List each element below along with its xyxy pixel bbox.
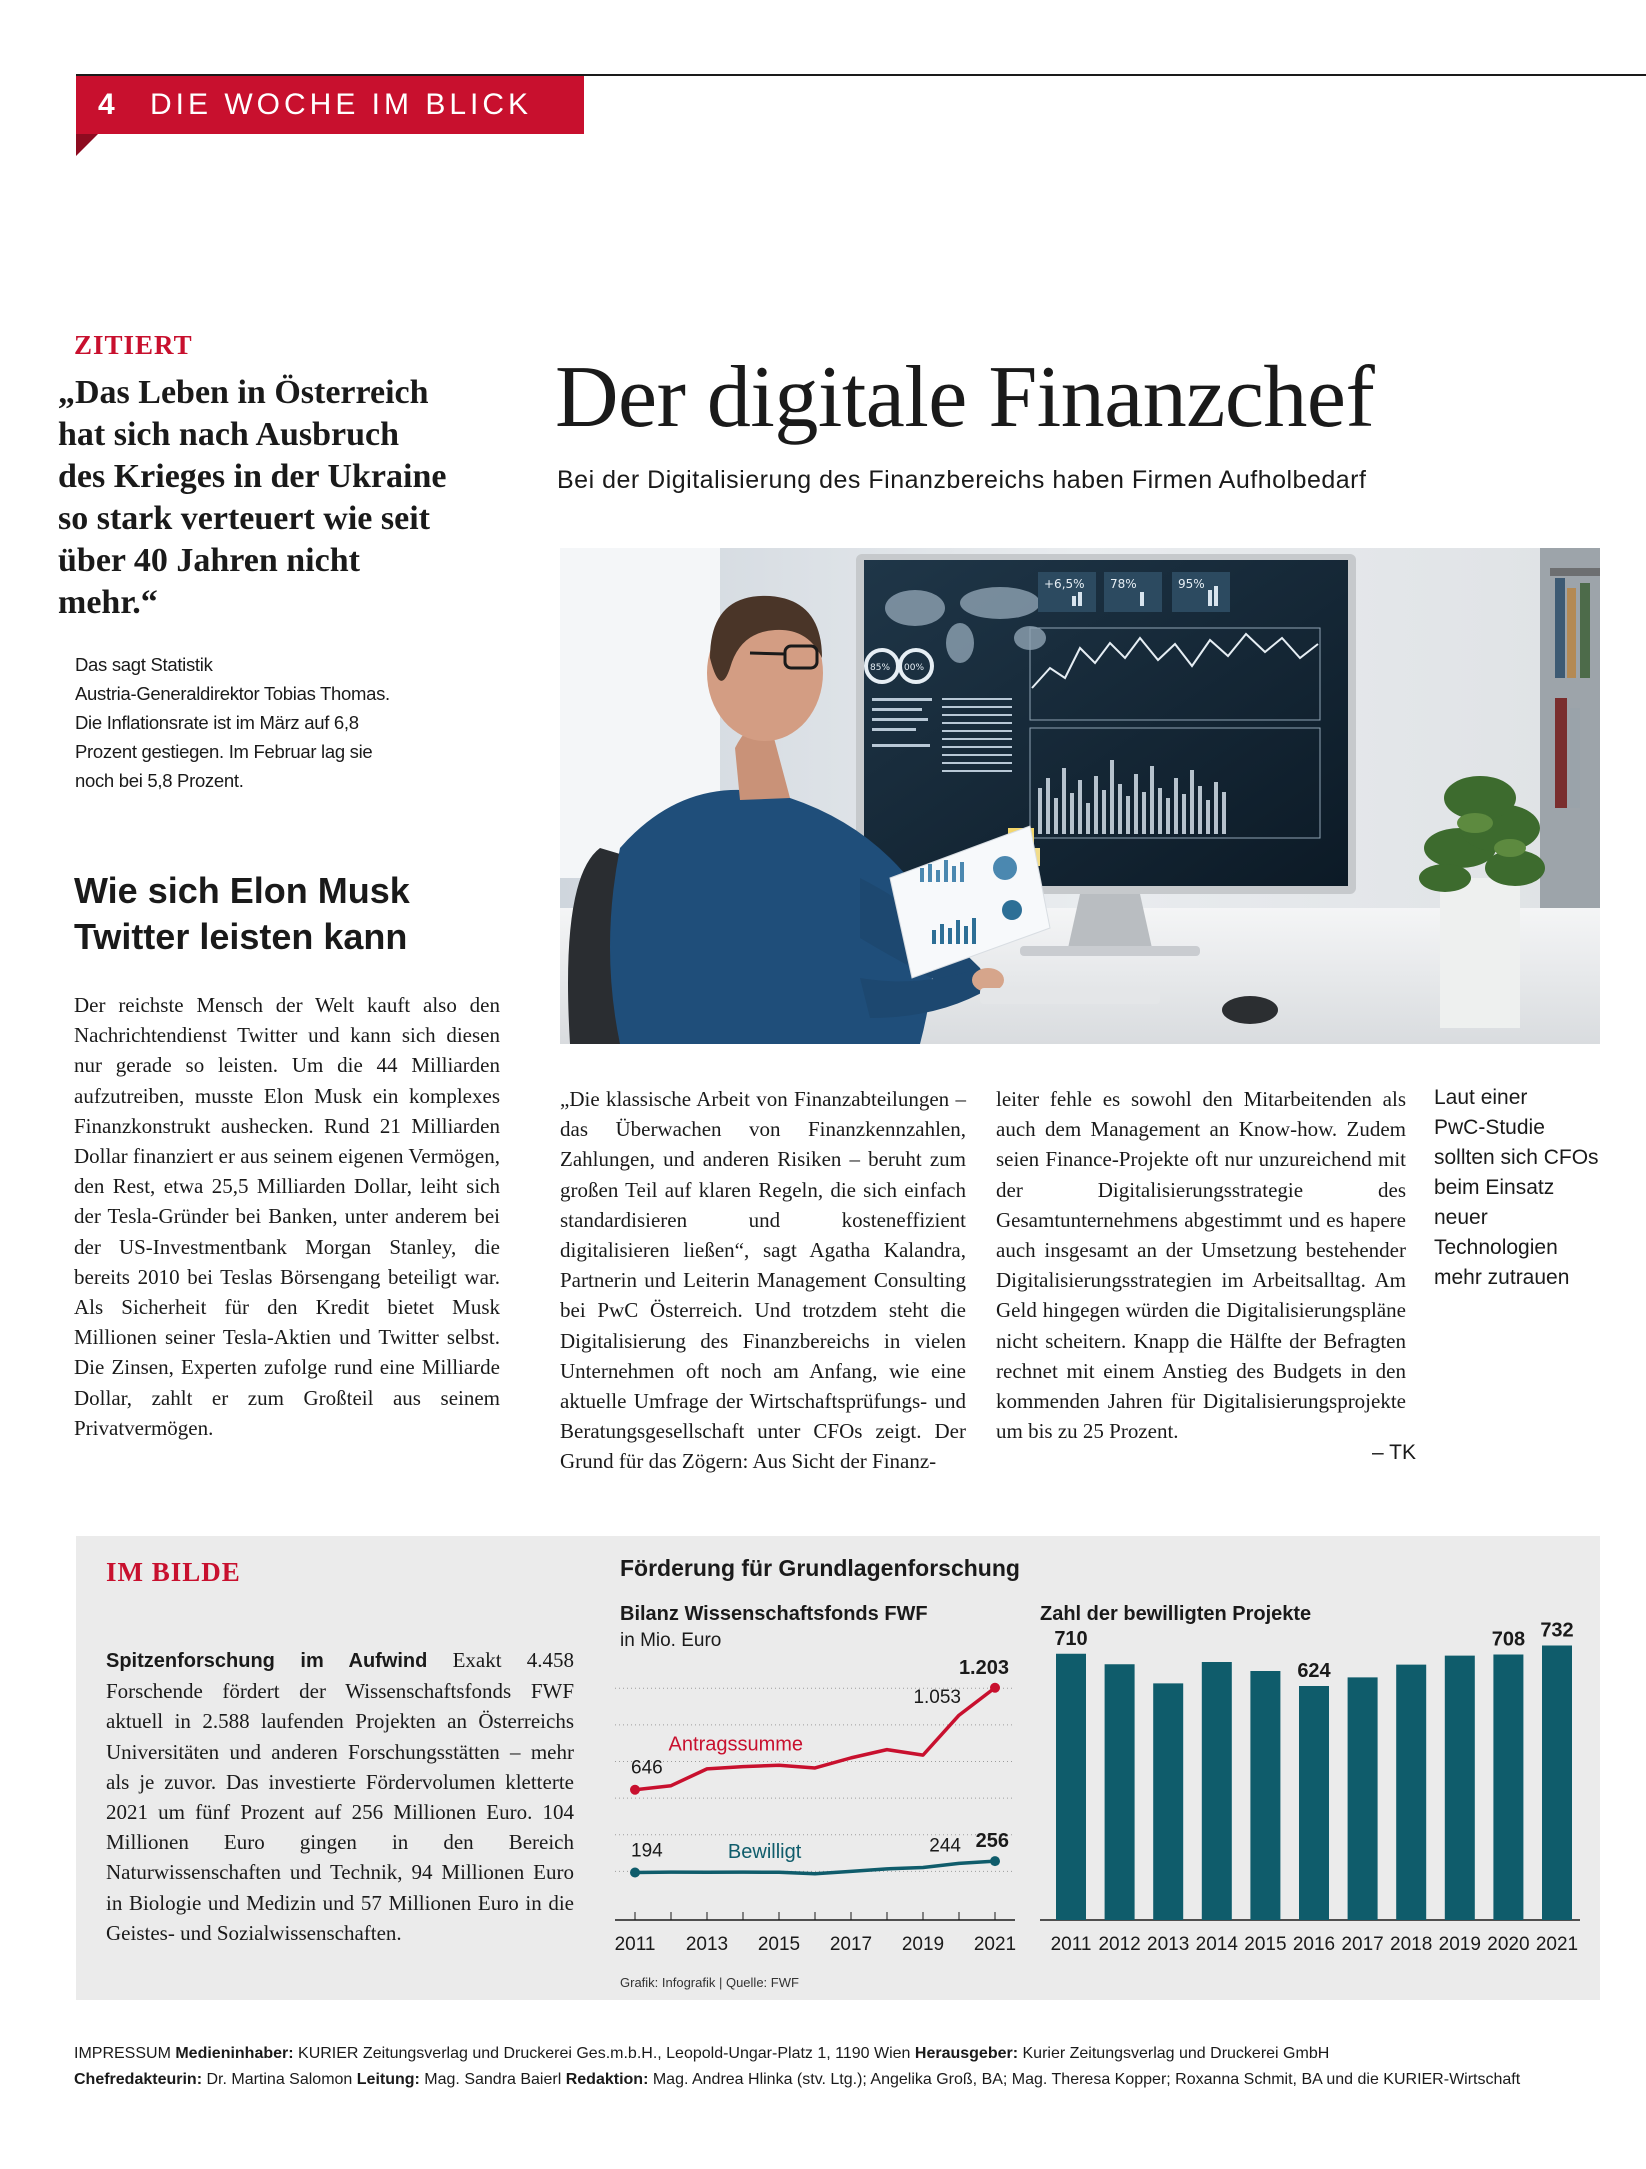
quote-line: mehr.“ <box>58 584 158 621</box>
x-tick-label: 2015 <box>1244 1934 1287 1955</box>
impressum-line-2 <box>74 2071 1520 2089</box>
x-tick-label: 2011 <box>1050 1934 1092 1955</box>
article-column-1: „Die klassische Arbeit von Finanzabteilungen – das Überwachen von Finanzkennzahlen, Zahlungen, und anderen Risiken – beruht zum großen Teil auf klaren Regeln, die sich einfach standardisieren und kosteneffizient digitalisieren ließen“, sagt Agatha Kalandra, Partnerin und Leiterin Management Consulting bei PwC Österreich. Und trotzdem steht die Digitalisierung des Finanzbereichs in vielen Unternehmen oft noch am Anfang, wie eine aktuelle Umfrage der Wirtschaftsprüfungs- und Beratungsgesellschaft unter CFOs zeigt. Der Grund für das Zögern: Aus Sicht der Finanz- <box>560 1087 966 1474</box>
quote-source-line: noch bei 5,8 Prozent. <box>75 770 244 791</box>
bar-chart-title: Zahl der bewilligten Projekte <box>1040 1603 1312 1625</box>
quote-line: des Krieges in der Ukraine <box>58 458 447 495</box>
data-point <box>990 1856 1000 1866</box>
data-label: 244 <box>929 1835 961 1857</box>
x-tick-label: 2019 <box>1438 1934 1481 1955</box>
chart-source: Grafik: Infografik | Quelle: FWF <box>620 1975 799 1990</box>
quote-line: über 40 Jahren nicht <box>58 542 360 579</box>
sidebar-note-line: sollten sich CFOs <box>1434 1146 1599 1169</box>
zitiert-label: ZITIERT <box>74 330 193 360</box>
data-point <box>630 1867 640 1877</box>
x-tick-label: 2013 <box>1147 1934 1190 1955</box>
sidebar-note-line: beim Einsatz <box>1434 1176 1555 1199</box>
impressum-value: Mag. Sandra Baierl <box>419 2071 566 2088</box>
x-tick-label: 2014 <box>1195 1934 1238 1955</box>
musk-headline <box>74 868 534 960</box>
im-bilde-body: Exakt 4.458 Forschende fördert der Wissenschaftsfonds FWF aktuell in 2.588 laufenden Projekten an Österreichs Universitäten und anderen Forschungsstätten – mehr als je zuvor. Das investierte Fördervolumen kletterte 2021 um fünf Prozent auf 256 Millionen Euro. 104 Millionen Euro gingen in den Bereich Naturwissenschaften und Technik, 94 Millionen Euro in Biologie und Medizin und 57 Millionen Euro in die Geistes- und Sozialwissenschaften. <box>106 1648 575 1945</box>
impressum-key: Chefredakteurin: <box>74 2071 203 2088</box>
bar <box>1250 1671 1280 1920</box>
data-label: 646 <box>631 1757 663 1779</box>
sidebar-note-line: Laut einer <box>1434 1086 1528 1109</box>
kpi-3: 95% <box>1178 577 1205 591</box>
musk-body: Der reichste Mensch der Welt kauft also den Nachrichtendienst Twitter und kann sich diesen nur gerade so leisten. Um die 44 Milliarden aufzutreiben, musste Elon Musk ein komplexes Finanzkonstrukt aushecken. Rund 21 Milliarden Dollar finanziert er aus seinem eigenen Vermögen, den Rest, etwa 25,5 Milliarden Dollar, leiht sich der Tesla-Gründer bei Banken, unter anderem bei der US-Investmentbank Morgan Stanley, die bereits 2010 bei Teslas Börsengang beteiligt war. Als Sicherheit für den Kredit bietet Musk Millionen seiner Tesla-Aktien und Twitter selbst. Die Zinsen, Experten zufolge rund eine Milliarde Dollar, zahlt er zum Großteil aus seinem Privatvermögen. <box>74 993 500 1440</box>
kpi-1: +6,5% <box>1044 577 1085 591</box>
sidebar-note <box>1434 1083 1624 1293</box>
sidebar-note-line: Technologien <box>1434 1236 1558 1259</box>
office-scene-illustration <box>560 548 1600 1044</box>
data-label: 1.203 <box>958 1656 1009 1679</box>
bar <box>1056 1654 1086 1920</box>
impressum-value: Mag. Andrea Hlinka (stv. Ltg.); Angelika Groß, BA; Mag. Theresa Kopper; Roxanna Schmit, BA und die KURIER-Wirtschaft <box>648 2071 1521 2088</box>
line-chart-unit: in Mio. Euro <box>620 1630 722 1651</box>
x-tick-label: 2021 <box>1535 1934 1579 1955</box>
bar <box>1299 1686 1329 1920</box>
quote-line: hat sich nach Ausbruch <box>58 416 400 453</box>
x-tick-label: 2011 <box>614 1934 656 1955</box>
sidebar-note-line: mehr zutrauen <box>1434 1266 1570 1289</box>
bar <box>1493 1655 1523 1921</box>
quote-source-line: Austria-Generaldirektor Tobias Thomas. <box>75 683 390 704</box>
data-point <box>990 1683 1000 1693</box>
section-title: DIE WOCHE IM BLICK <box>150 88 533 121</box>
x-tick-label: 2013 <box>685 1934 729 1955</box>
value-label: 624 <box>1297 1660 1331 1682</box>
impressum-value: IMPRESSUM <box>74 2045 176 2062</box>
article-signature: – TK <box>1372 1441 1416 1464</box>
value-label: 732 <box>1540 1619 1574 1642</box>
x-tick-label: 2021 <box>973 1934 1017 1955</box>
impressum-line-1 <box>74 2045 1329 2063</box>
article-title: Der digitale Finanzchef <box>555 349 1375 446</box>
im-bilde-lead: Spitzenforschung im Aufwind <box>106 1650 428 1672</box>
quote-source <box>75 650 445 795</box>
article-subtitle: Bei der Digitalisierung des Finanzbereichs haben Firmen Aufholbedarf <box>557 466 1367 494</box>
quote-source-line: Die Inflationsrate ist im März auf 6,8 <box>75 712 359 733</box>
value-label: 710 <box>1054 1627 1088 1650</box>
bar-chart <box>1040 1619 1580 1970</box>
value-label: 708 <box>1491 1628 1526 1651</box>
x-tick-label: 2012 <box>1098 1934 1141 1955</box>
impressum-value: Kurier Zeitungsverlag und Druckerei GmbH <box>1018 2045 1330 2062</box>
quote-source-line: Das sagt Statistik <box>75 654 213 675</box>
impressum-key: Herausgeber: <box>914 2045 1019 2062</box>
quote-line: „Das Leben in Österreich <box>58 374 429 411</box>
donut-1: 85% <box>870 663 891 673</box>
bar <box>1396 1665 1426 1920</box>
page-number: 4 <box>98 88 115 121</box>
sidebar-note-line: PwC-Studie <box>1434 1116 1545 1139</box>
data-label: 194 <box>631 1840 663 1862</box>
x-tick-label: 2017 <box>829 1934 873 1955</box>
x-tick-label: 2019 <box>901 1934 945 1955</box>
bar <box>1348 1677 1378 1920</box>
impressum-value: KURIER Zeitungsverlag und Druckerei Ges.m.b.H., Leopold-Ungar-Platz 1, 1190 Wien <box>293 2045 915 2062</box>
impressum-key: Redaktion: <box>565 2071 649 2088</box>
data-label: 256 <box>975 1830 1009 1853</box>
article-photo <box>560 548 1600 1044</box>
x-tick-label: 2015 <box>757 1934 801 1955</box>
bar <box>1153 1683 1183 1920</box>
line-chart-title: Bilanz Wissenschaftsfonds FWF <box>620 1603 928 1625</box>
bar <box>1202 1662 1232 1920</box>
donut-2: 00% <box>904 663 925 673</box>
im-bilde-text <box>106 1645 574 1948</box>
series-label: Bewilligt <box>727 1841 802 1864</box>
bar <box>1445 1656 1475 1920</box>
quote-source-line: Prozent gestiegen. Im Februar lag sie <box>75 741 373 762</box>
series-label: Antragssumme <box>668 1733 804 1756</box>
article-column-2: leiter fehle es sowohl den Mitarbeitenden als auch dem Management an Know-how. Zudem seien Finance-Projekte oft nur unzureichend mit der Digitalisierungsstrategie des Gesamtunternehmens abgestimmt und es hapere auch insgesamt an der Umsetzung bestehender Digitalisierungsstrategien im Arbeitsalltag. Am Geld hingegen würden die Digitalisierungspläne nicht scheitern. Knapp die Hälfte der Befragten rechnet mit einem Anstieg des Budgets in den kommenden Jahren für Digitalisierungsprojekte um bis zu 25 Prozent. <box>996 1087 1406 1444</box>
section-header <box>76 76 584 134</box>
impressum-key: Leitung: <box>356 2071 420 2088</box>
musk-headline-line: Wie sich Elon Musk <box>74 870 410 911</box>
data-point <box>630 1785 640 1795</box>
bar <box>1542 1646 1572 1921</box>
kpi-2: 78% <box>1110 577 1137 591</box>
chart-title: Förderung für Grundlagenforschung <box>620 1555 1020 1581</box>
impressum-key: Medieninhaber: <box>175 2045 294 2062</box>
x-tick-label: 2016 <box>1292 1934 1336 1955</box>
im-bilde-label: IM BILDE <box>106 1557 241 1587</box>
bar <box>1105 1664 1135 1920</box>
quote-line: so stark verteuert wie seit <box>58 500 430 537</box>
line-chart <box>615 1650 1015 1970</box>
quote <box>58 372 518 624</box>
header-fold <box>76 134 98 156</box>
musk-headline-line: Twitter leisten kann <box>74 916 408 957</box>
x-tick-label: 2017 <box>1341 1934 1384 1955</box>
sidebar-note-line: neuer <box>1434 1206 1488 1229</box>
x-tick-label: 2018 <box>1390 1934 1433 1955</box>
impressum-value: Dr. Martina Salomon <box>202 2071 357 2088</box>
x-tick-label: 2020 <box>1487 1934 1530 1955</box>
data-label: 1.053 <box>913 1687 961 1709</box>
